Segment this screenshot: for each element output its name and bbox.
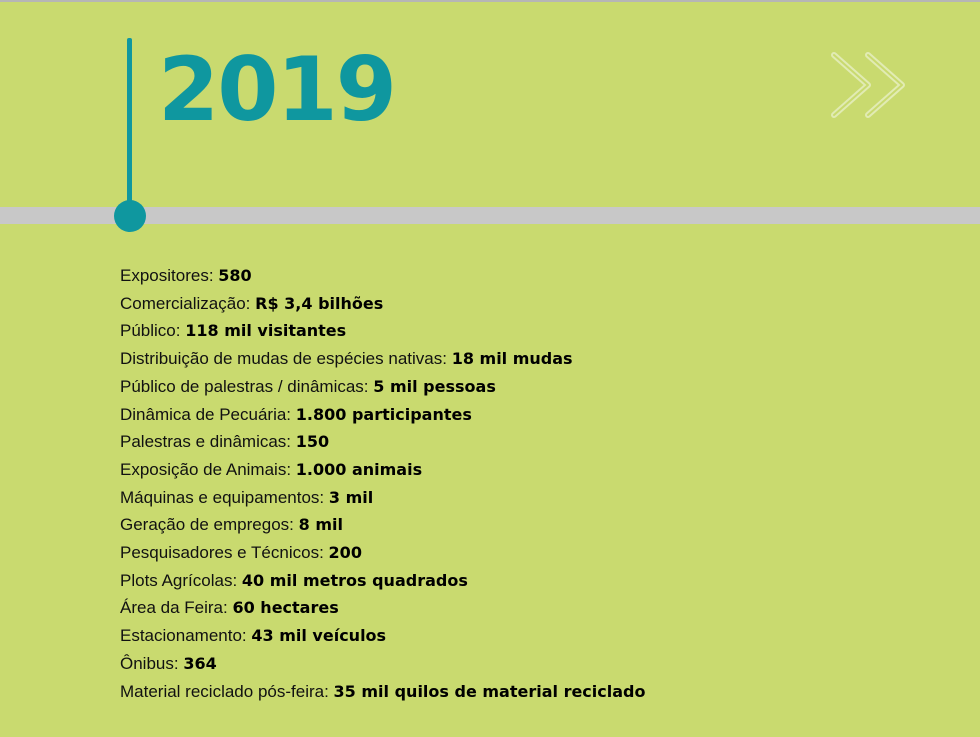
- stat-item: [120, 650, 645, 678]
- stat-label: Estacionamento:: [120, 626, 247, 646]
- stat-item: [120, 511, 645, 539]
- stat-label: Distribuição de mudas de espécies nativas:: [120, 349, 447, 369]
- stat-label: Área da Feira:: [120, 598, 228, 618]
- stat-value: 150: [295, 432, 330, 452]
- stat-label: Expositores:: [120, 266, 214, 285]
- stat-value: 5 mil pessoas: [373, 376, 496, 396]
- stat-value: 1.800 participantes: [295, 404, 472, 424]
- stats-list: [120, 262, 645, 705]
- stat-label: Geração de empregos:: [120, 515, 294, 535]
- stat-item: [120, 345, 645, 373]
- double-chevron-right-icon: [826, 47, 922, 131]
- stat-item: [120, 539, 645, 567]
- stat-label: Máquinas e equipamentos:: [120, 487, 325, 507]
- stat-value: R$ 3,4 bilhões: [255, 293, 384, 313]
- stat-value: 18 mil mudas: [451, 349, 573, 369]
- stat-value: 3 mil: [328, 487, 374, 507]
- stat-item: [120, 373, 645, 401]
- stat-label: Dinâmica de Pecuária:: [120, 404, 292, 424]
- stat-item: [120, 622, 645, 650]
- timeline-marker: [114, 200, 146, 232]
- stat-value: 43 mil veículos: [251, 626, 387, 646]
- stat-item: [120, 317, 645, 345]
- stat-label: Exposição de Animais:: [120, 459, 292, 479]
- stat-value: 1.000 animais: [295, 459, 423, 479]
- stat-label: Plots Agrícolas:: [120, 570, 238, 590]
- stat-item: [120, 401, 645, 429]
- stat-item: [120, 456, 645, 484]
- stat-item: [120, 594, 645, 622]
- timeline-stem: [127, 38, 132, 214]
- stat-label: Pesquisadores e Técnicos:: [120, 543, 324, 563]
- stat-item: [120, 567, 645, 595]
- stat-item: [120, 484, 645, 512]
- stat-label: Público de palestras / dinâmicas:: [120, 376, 369, 396]
- timeline-track: [0, 207, 980, 224]
- stat-label: Material reciclado pós-feira:: [120, 681, 329, 701]
- stat-value: 200: [328, 543, 362, 563]
- stat-value: 35 mil quilos de material reciclado: [333, 681, 646, 701]
- stat-label: Ônibus:: [120, 653, 179, 673]
- year-heading: 2019: [158, 38, 395, 141]
- stat-value: 364: [183, 653, 217, 673]
- stat-value: 60 hectares: [232, 598, 339, 618]
- stat-item: [120, 262, 645, 290]
- stat-value: 8 mil: [298, 515, 343, 535]
- stat-item: [120, 428, 645, 456]
- stat-label: Palestras e dinâmicas:: [120, 432, 292, 452]
- stat-item: [120, 678, 645, 706]
- next-button[interactable]: [826, 47, 922, 131]
- stat-label: Comercialização:: [120, 293, 251, 313]
- stat-value: 118 mil visitantes: [185, 321, 347, 341]
- stat-item: [120, 290, 645, 318]
- stat-label: Público:: [120, 321, 181, 341]
- stat-value: 40 mil metros quadrados: [241, 570, 468, 590]
- stat-value: 580: [218, 266, 252, 285]
- top-divider: [0, 0, 980, 2]
